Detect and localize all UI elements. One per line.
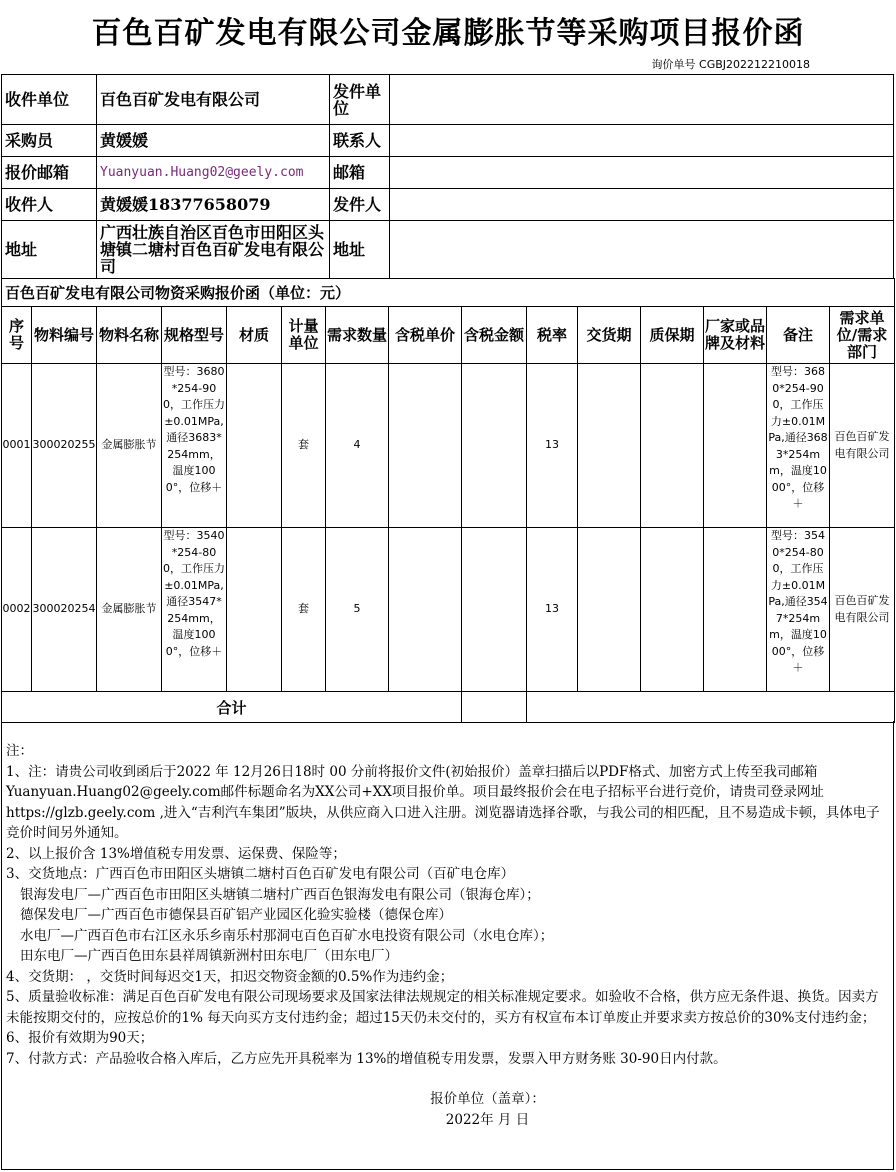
- row-brand[interactable]: [704, 528, 767, 692]
- header-amount: 含税金额: [462, 307, 527, 364]
- email-value[interactable]: Yuanyuan.Huang02@geely.com: [97, 157, 330, 189]
- row-unit: 套: [282, 528, 326, 692]
- items-table: [1, 278, 895, 723]
- header-warranty: 质保期: [641, 307, 704, 364]
- header-name: 物料名称: [97, 307, 162, 364]
- contact-value[interactable]: [390, 125, 894, 157]
- row-spec: 型号：3540*254-800，工作压力±0.01MPa,通径3547*254mm，温度1000°，位移＋: [162, 528, 227, 692]
- row-amount[interactable]: [462, 364, 527, 528]
- inquiry-number: 询价单号 CGBJ202212210018: [651, 58, 810, 71]
- note-3: 3、交货地点：广西百色市田阳区头塘镇二塘村百色百矿发电有限公司（百矿电仓库）: [6, 866, 515, 882]
- row-amount[interactable]: [462, 528, 527, 692]
- notes-head: 注：: [6, 743, 33, 759]
- sender-value[interactable]: [390, 189, 894, 221]
- row-delivery[interactable]: [578, 364, 641, 528]
- info-table: [1, 74, 894, 279]
- note-1: 1、注：请贵公司收到函后于2022 年 12月26日18时 00 分前将报价文件(初始报价）盖章扫描后以PDF格式、加密方式上传至我司邮箱Yuanyuan.Huang02@geely.com邮件标题命名为XX公司+XX项目报价单。项目最终报价会在电子招标平台进行竞价，请贵司登录网址https://glzb.geely.com ,进入“吉利汽车集团”版块，从供应商入口进入注册。浏览器请选择谷歌，与我公司的相匹配，且不易造成卡顿，具体电子竞价时间另外通知。: [6, 763, 880, 841]
- recv-unit-label: 收件单位: [2, 75, 97, 125]
- row-dept: 百色百矿发电有限公司: [830, 364, 895, 528]
- table-row: [2, 364, 895, 528]
- address-value: 广西壮族自治区百色市田阳区头塘镇二塘村百色百矿发电有限公司: [97, 221, 330, 279]
- row-name: 金属膨胀节: [97, 364, 162, 528]
- row-unit: 套: [282, 364, 326, 528]
- note-3c: 水电厂—广西百色市右江区永乐乡南乐村那洞屯百色百矿水电投资有限公司（水电仓库）；: [20, 927, 554, 944]
- sender-label: 发件人: [330, 189, 390, 221]
- row-seq: 0001: [2, 364, 32, 528]
- send-unit-value[interactable]: [390, 75, 894, 125]
- mailbox-value[interactable]: [390, 157, 894, 189]
- total-row: [2, 692, 895, 723]
- header-dept: 需求单位/需求部门: [830, 307, 895, 364]
- note-6: 6、报价有效期为90天；: [6, 1030, 154, 1046]
- email-label: 报价邮箱: [2, 157, 97, 189]
- notes-section: [1, 721, 894, 1170]
- table-row: [2, 528, 895, 692]
- note-3a: 银海发电厂—广西百色市田阳区头塘镇二塘村广西百色银海发电有限公司（银海仓库）；: [20, 886, 540, 903]
- sign-date: 2022年 月 日: [445, 1111, 530, 1128]
- section-title: 百色百矿发电有限公司物资采购报价函（单位：元）: [2, 279, 895, 307]
- row-code: 300020254: [32, 528, 97, 692]
- row-spec: 型号：3680*254-900，工作压力±0.01MPa,通径3683*254mm，温度1000°，位移＋: [162, 364, 227, 528]
- row-warranty[interactable]: [641, 528, 704, 692]
- row-material[interactable]: [227, 364, 282, 528]
- note-3b: 德保发电厂—广西百色市德保县百矿铝产业园区化验实验楼（德保仓库）: [20, 907, 452, 923]
- row-qty: 5: [326, 528, 389, 692]
- send-unit-label: 发件单位: [330, 75, 390, 125]
- header-remark: 备注: [767, 307, 830, 364]
- header-unit-price: 含税单价: [389, 307, 462, 364]
- total-rest: [527, 692, 895, 723]
- row-tax-rate: 13: [527, 364, 578, 528]
- page-title: 百色百矿发电有限公司金属膨胀节等采购项目报价函: [91, 16, 805, 51]
- header-qty: 需求数量: [326, 307, 389, 364]
- row-unit-price[interactable]: [389, 528, 462, 692]
- buyer-value: 黄媛媛: [97, 125, 330, 157]
- header-unit: 计量单位: [282, 307, 326, 364]
- row-dept: 百色百矿发电有限公司: [830, 528, 895, 692]
- recv-unit-value: 百色百矿发电有限公司: [97, 75, 330, 125]
- sign-label: 报价单位（盖章）：: [430, 1091, 545, 1107]
- header-seq: 序号: [2, 307, 32, 364]
- recipient-label: 收件人: [2, 189, 97, 221]
- row-brand[interactable]: [704, 364, 767, 528]
- header-tax-rate: 税率: [527, 307, 578, 364]
- note-4: 4、交货期： ，交货时间每迟交1天，扣迟交物资金额的0.5%作为违约金；: [6, 968, 454, 985]
- address-label: 地址: [2, 221, 97, 279]
- row-remark: 型号：3540*254-800，工作压力±0.01MPa,通径3547*254mm，温度1000°，位移＋: [767, 528, 830, 692]
- mailbox-label: 邮箱: [330, 157, 390, 189]
- row-qty: 4: [326, 364, 389, 528]
- row-code: 300020255: [32, 364, 97, 528]
- header-code: 物料编号: [32, 307, 97, 364]
- row-tax-rate: 13: [527, 528, 578, 692]
- header-delivery: 交货期: [578, 307, 641, 364]
- row-remark: 型号：3680*254-900，工作压力±0.01MPa,通径3683*254mm，温度1000°，位移＋: [767, 364, 830, 528]
- row-name: 金属膨胀节: [97, 528, 162, 692]
- row-unit-price[interactable]: [389, 364, 462, 528]
- total-amount[interactable]: [462, 692, 527, 723]
- row-seq: 0002: [2, 528, 32, 692]
- contact-label: 联系人: [330, 125, 390, 157]
- total-label: 合计: [2, 692, 462, 723]
- address2-label: 地址: [330, 221, 390, 279]
- note-3d: 田东电厂—广西百色田东县祥周镇新洲村田东电厂（田东电厂）: [20, 948, 398, 964]
- note-5: 5、质量验收标准：满足百色百矿发电有限公司现场要求及国家法律法规规定的相关标准规定要求。如验收不合格，供方应无条件退、换货。因卖方未能按期交付的，应按总价的1% 每天向买方支付违约金；超过15天仍未交付的，买方有权宣布本订单废止并要求卖方按总价的30%支付违约金；: [6, 989, 879, 1026]
- row-warranty[interactable]: [641, 364, 704, 528]
- header-brand: 厂家或品牌及材料: [704, 307, 767, 364]
- note-7: 7、付款方式：产品验收合格入库后，乙方应先开具税率为 13%的增值税专用发票，发票入甲方财务账 30-90日内付款。: [6, 1050, 727, 1067]
- header-spec: 规格型号: [162, 307, 227, 364]
- row-material[interactable]: [227, 528, 282, 692]
- note-2: 2、以上报价含 13%增值税专用发票、运保费、保险等；: [6, 845, 346, 862]
- address2-value[interactable]: [390, 221, 894, 279]
- header-material: 材质: [227, 307, 282, 364]
- buyer-label: 采购员: [2, 125, 97, 157]
- recipient-value: 黄媛媛18377658079: [97, 189, 330, 221]
- row-delivery[interactable]: [578, 528, 641, 692]
